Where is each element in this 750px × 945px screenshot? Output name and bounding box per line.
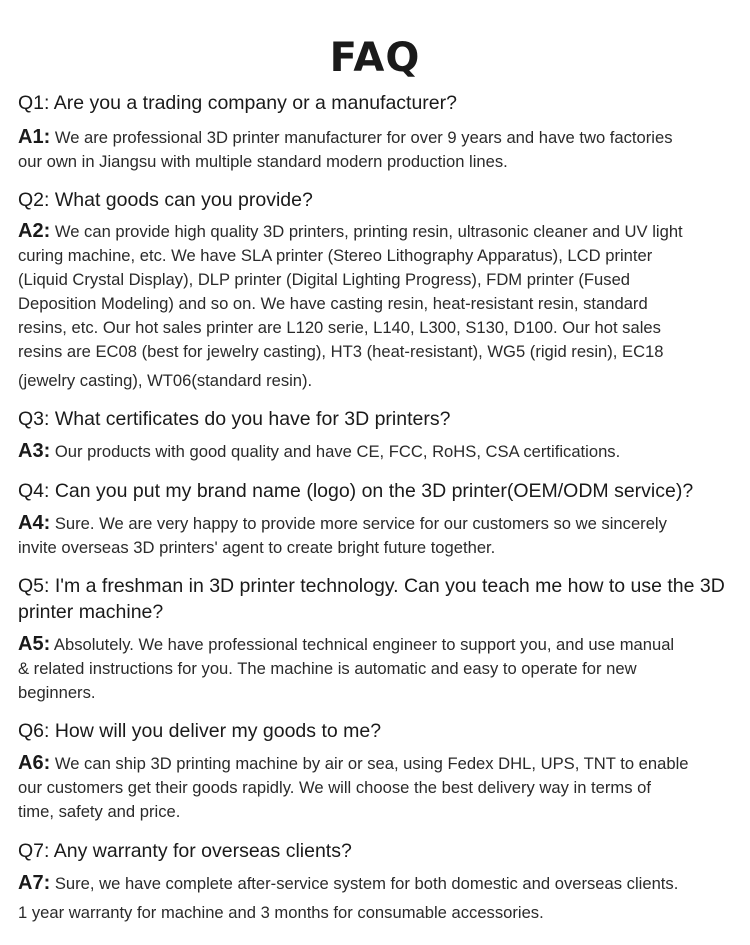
answer-text: (jewelry casting), WT06(standard resin). xyxy=(18,371,313,390)
answer-text: Absolutely. We have professional technical engineer to support you, and use manual xyxy=(50,635,675,654)
faq-question-5: Q5: I'm a freshman in 3D printer technology. Can you teach me how to use the 3D printer machine? xyxy=(18,575,725,623)
faq-answer-7 xyxy=(18,871,738,925)
answer-text: curing machine, etc. We have SLA printer (Stereo Lithography Apparatus), LCD printer xyxy=(18,246,653,265)
answer-label: A7: xyxy=(18,872,51,894)
faq-answer-3 xyxy=(18,439,738,464)
answer-text: invite overseas 3D printers' agent to create bright future together. xyxy=(18,538,496,557)
answer-text: our own in Jiangsu with multiple standard modern production lines. xyxy=(18,152,508,171)
answer-label: A5: xyxy=(18,633,51,655)
faq-answer-6 xyxy=(18,751,738,824)
page-title: FAQ xyxy=(329,35,421,81)
answer-text: & related instructions for you. The machine is automatic and easy to operate for new xyxy=(18,659,637,678)
answer-text: resins are EC08 (best for jewelry casting), HT3 (heat-resistant), WG5 (rigid resin), EC18 xyxy=(18,342,664,361)
faq-question-6: Q6: How will you deliver my goods to me? xyxy=(18,720,382,742)
answer-text: our customers get their goods rapidly. We will choose the best delivery way in terms of xyxy=(18,778,651,797)
answer-text: beginners. xyxy=(18,683,96,702)
faq-answer-4 xyxy=(18,511,738,560)
faq-question-2: Q2: What goods can you provide? xyxy=(18,189,313,211)
answer-text: We can ship 3D printing machine by air or sea, using Fedex DHL, UPS, TNT to enable xyxy=(50,754,689,773)
answer-text: Deposition Modeling) and so on. We have casting resin, heat-resistant resin, standard xyxy=(18,294,648,313)
answer-text: Sure. We are very happy to provide more service for our customers so we sincerely xyxy=(50,514,667,533)
faq-question-4: Q4: Can you put my brand name (logo) on the 3D printer(OEM/ODM service)? xyxy=(18,480,694,502)
faq-question-7: Q7: Any warranty for overseas clients? xyxy=(18,840,352,862)
answer-label: A6: xyxy=(18,752,51,774)
answer-label: A3: xyxy=(18,440,51,462)
answer-text: 1 year warranty for machine and 3 months for consumable accessories. xyxy=(18,903,544,922)
answer-label: A1: xyxy=(18,126,51,148)
faq-answer-1 xyxy=(18,125,738,174)
answer-text: Sure, we have complete after-service system for both domestic and overseas clients. xyxy=(50,874,679,893)
answer-text: (Liquid Crystal Display), DLP printer (Digital Lighting Progress), FDM printer (Fused xyxy=(18,270,631,289)
answer-text: resins, etc. Our hot sales printer are L120 serie, L140, L300, S130, D100. Our hot sales xyxy=(18,318,661,337)
answer-text: Our products with good quality and have CE, FCC, RoHS, CSA certifications. xyxy=(50,442,621,461)
answer-text: We can provide high quality 3D printers, printing resin, ultrasonic cleaner and UV light xyxy=(50,222,683,241)
answer-label: A4: xyxy=(18,512,51,534)
faq-answer-2 xyxy=(18,219,738,393)
answer-text: We are professional 3D printer manufacturer for over 9 years and have two factories xyxy=(50,128,673,147)
answer-text: time, safety and price. xyxy=(18,802,181,821)
answer-label: A2: xyxy=(18,220,51,242)
faq-question-3: Q3: What certificates do you have for 3D printers? xyxy=(18,408,451,430)
faq-answer-5 xyxy=(18,632,738,705)
faq-question-1: Q1: Are you a trading company or a manufacturer? xyxy=(18,92,457,114)
